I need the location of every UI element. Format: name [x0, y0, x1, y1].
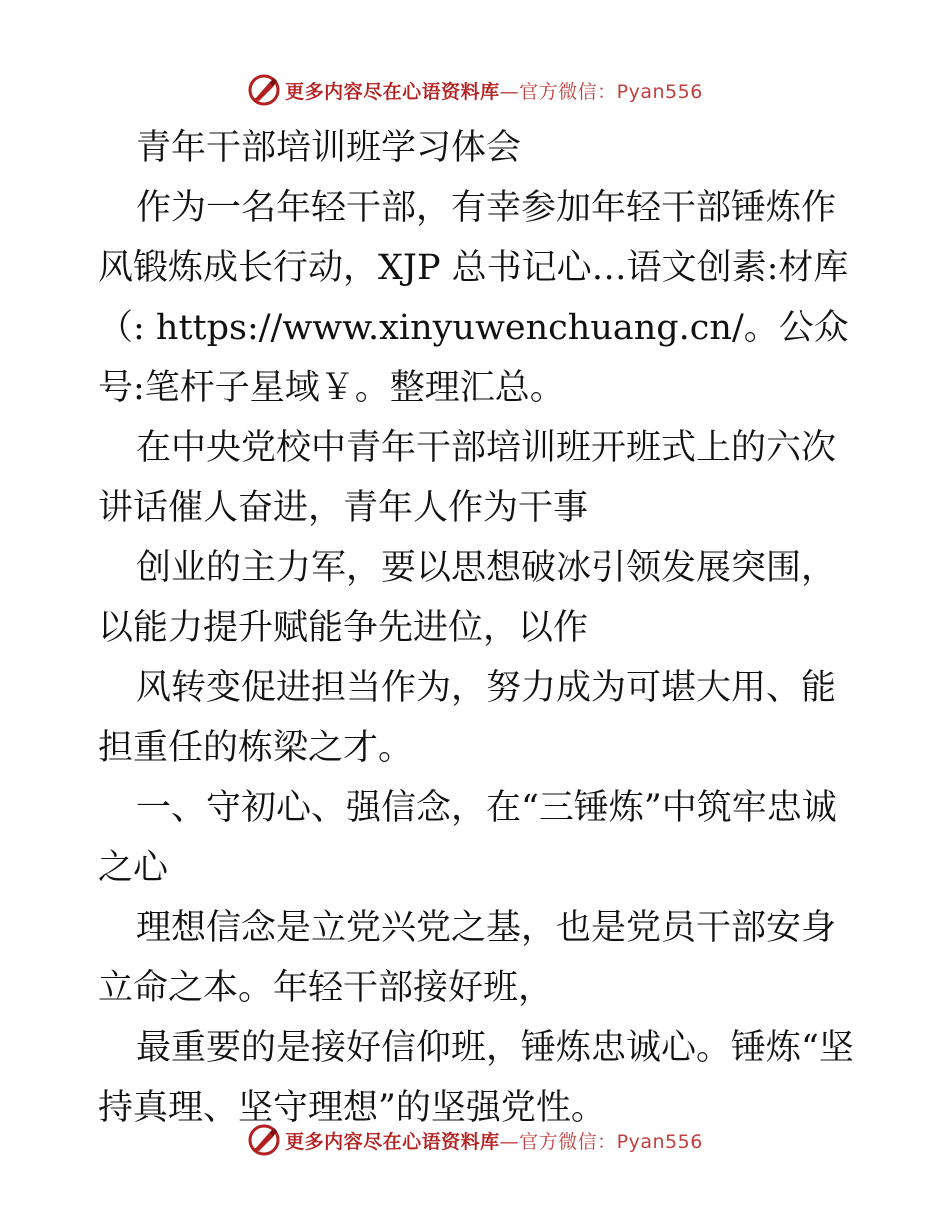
banner-text — [285, 1127, 703, 1154]
document-body — [98, 118, 854, 1138]
banner-library-text: 更多内容尽在心语资料库 — [285, 1130, 500, 1153]
banner-text — [285, 77, 703, 104]
section-heading-1: 一、守初心、强信念，在“三锤炼”中筑牢忠诚之心 — [98, 788, 837, 888]
pen-logo-icon — [247, 73, 281, 107]
paragraph-4: 风转变促进担当作为，努力成为可堪大用、能担重任的栋梁之才。 — [98, 668, 837, 768]
paragraph-intro: 作为一名年轻干部，有幸参加年轻干部锤炼作风锻炼成长行动，XJP 总书记心…语文创素:材库（: https://www.xinyuwenchuang.cn/。公众号:笔杆子星域￥。整理汇总。 — [98, 188, 849, 408]
document-title: 青年干部培训班学习体会 — [136, 128, 522, 168]
paragraph-3: 创业的主力军，要以思想破冰引领发展突围，以能力提升赋能争先进位，以作 — [98, 548, 837, 648]
pen-logo-icon — [247, 1123, 281, 1157]
banner-wechat-text: —官方微信：Pyan556 — [499, 1130, 703, 1153]
paragraph-7: 最重要的是接好信仰班，锤炼忠诚心。锤炼“坚持真理、坚守理想”的坚强党性。 — [98, 1028, 854, 1128]
banner-wechat-text: —官方微信：Pyan556 — [499, 80, 703, 103]
header-banner — [0, 72, 950, 108]
footer-banner — [0, 1122, 950, 1158]
paragraph-6: 理想信念是立党兴党之基，也是党员干部安身立命之本。年轻干部接好班， — [98, 908, 837, 1008]
paragraph-2: 在中央党校中青年干部培训班开班式上的六次讲话催人奋进，青年人作为干事 — [98, 428, 837, 528]
banner-library-text: 更多内容尽在心语资料库 — [285, 80, 500, 103]
